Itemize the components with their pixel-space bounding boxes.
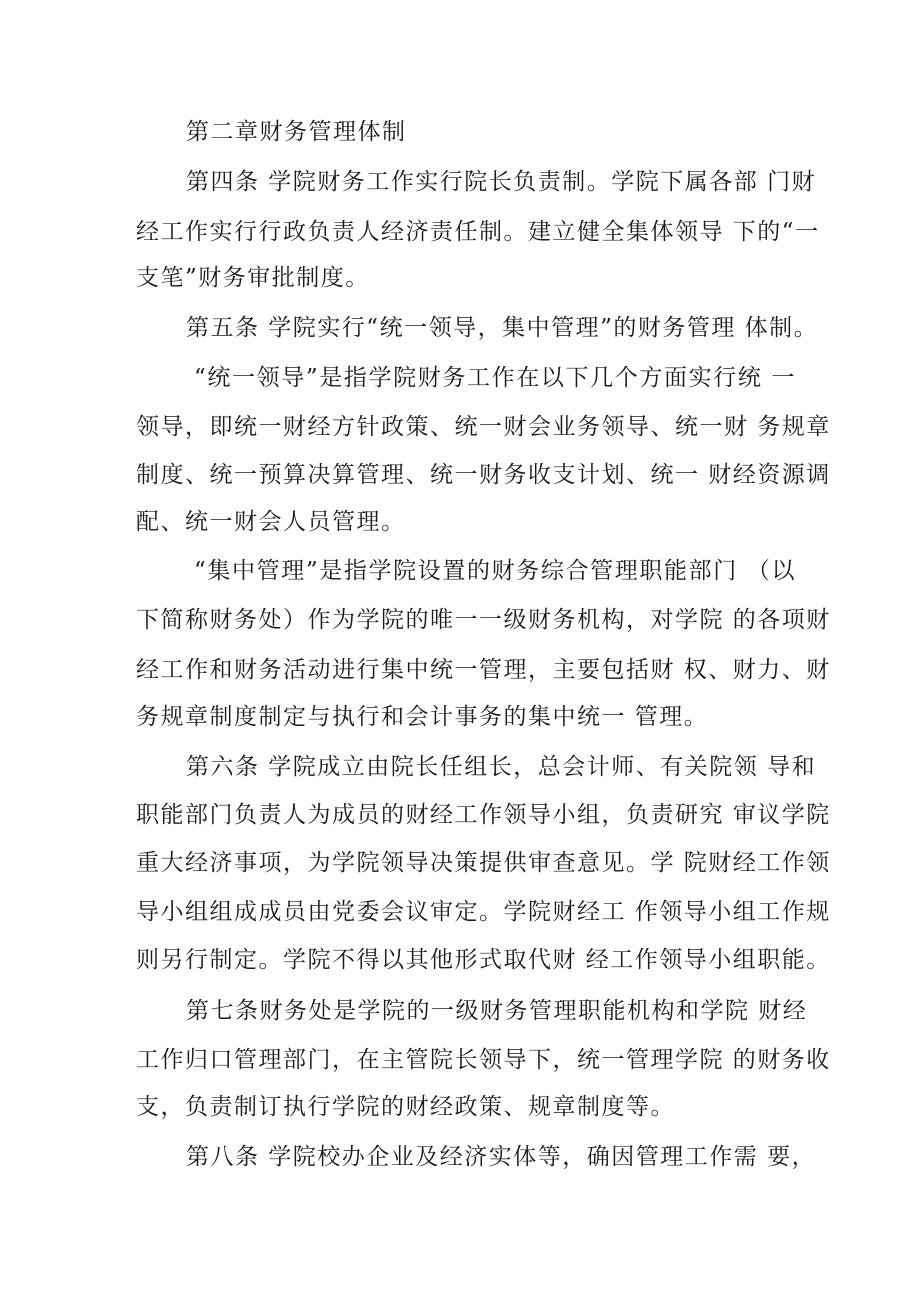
centralized-management-line-4: 务规章制度制定与执行和会计事务的集中统一 管理。 (136, 704, 709, 730)
article-4-line-2: 经工作实行行政负责人经济责任制。建立健全集体领导 下的“一 (136, 219, 820, 245)
article-6-line-1: 第六条 学院成立由院长任组长，总会计师、有关院领 导和 (186, 754, 817, 780)
centralized-management-line-3: 经工作和财务活动进行集中统一管理，主要包括财 权、财力、财 (136, 657, 831, 683)
article-6-line-2: 职能部门负责人为成员的财经工作领导小组，负责研究 审议学院 (136, 802, 831, 828)
chapter-heading: 第二章财务管理体制 (186, 119, 407, 145)
article-7-line-2: 工作归口管理部门，在主管院长领导下，统一管理学院 的财务收 (136, 1047, 831, 1073)
article-6-line-3: 重大经济事项，为学院领导决策提供审查意见。学 院财经工作领 (136, 850, 831, 876)
article-4-line-3: 支笔”财务审批制度。 (136, 265, 370, 291)
article-7-line-3: 支，负责制订执行学院的财经政策、规章制度等。 (136, 1094, 675, 1120)
unified-leadership-line-3: 制度、统一预算决算管理、统一财务收支计划、统一 财经资源调 (136, 462, 831, 488)
article-5-line-1: 第五条 学院实行“统一领导，集中管理”的财务管理 体制。 (186, 315, 819, 341)
unified-leadership-line-2: 领导，即统一财经方针政策、统一财会业务领导、统一财 务规章 (136, 414, 831, 440)
unified-leadership-line-4: 配、统一财会人员管理。 (136, 509, 406, 535)
article-4-line-1: 第四条 学院财务工作实行院长负责制。学院下属各部 门财 (186, 169, 817, 195)
article-6-line-5: 则另行制定。学院不得以其他形式取代财 经工作领导小组职能。 (136, 947, 831, 973)
article-6-line-4: 导小组组成成员由党委会议审定。学院财经工 作领导小组工作规 (136, 899, 831, 925)
centralized-management-line-1: “集中管理”是指学院设置的财务综合管理职能部门 （以 (194, 558, 796, 584)
centralized-management-line-2: 下简称财务处）作为学院的唯一一级财务机构，对学院 的各项财 (136, 607, 831, 633)
article-8-line-1: 第八条 学院校办企业及经济实体等，确因管理工作需 要， (186, 1144, 817, 1170)
article-7-line-1: 第七条财务处是学院的一级财务管理职能机构和学院 财经 (186, 998, 808, 1024)
unified-leadership-line-1: “统一领导”是指学院财务工作在以下几个方面实行统 一 (194, 365, 796, 391)
